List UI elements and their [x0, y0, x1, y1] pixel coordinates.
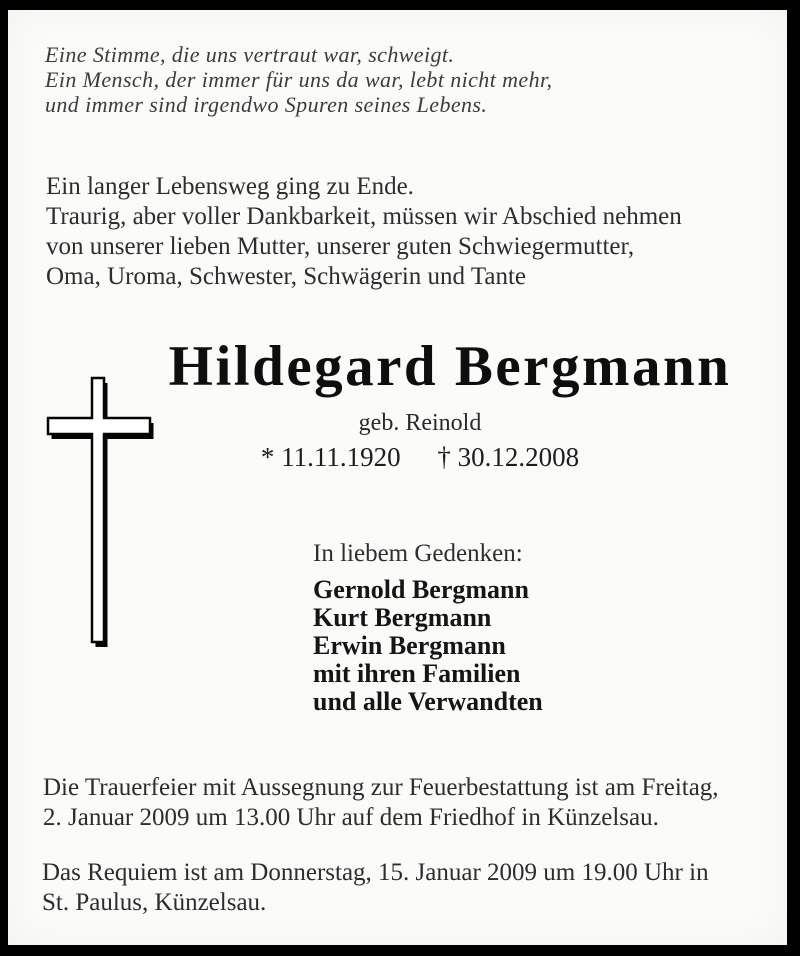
- life-dates: [90, 442, 750, 473]
- mourner-name: Gernold Bergmann: [313, 575, 529, 604]
- funeral-details: [43, 773, 719, 833]
- mourner-name: mit ihren Familien: [313, 659, 521, 688]
- requiem-detail-line: Das Requiem ist am Donnerstag, 15. Januar 2009 um 19.00 Uhr in: [42, 859, 709, 886]
- epigraph-line: und immer sind irgendwo Spuren seines Lebens.: [45, 92, 488, 117]
- requiem-details: [42, 858, 709, 918]
- epigraph: [45, 42, 552, 117]
- death-date: † 30.12.2008: [437, 442, 580, 472]
- mourner-name: Kurt Bergmann: [313, 603, 492, 632]
- epigraph-line: Eine Stimme, die uns vertraut war, schweigt.: [45, 42, 455, 67]
- intro-paragraph: [46, 172, 682, 292]
- memorial-block: [313, 540, 543, 716]
- mourner-name: Erwin Bergmann: [313, 631, 506, 660]
- requiem-detail-line: St. Paulus, Künzelsau.: [42, 889, 267, 916]
- intro-line: von unserer lieben Mutter, unserer guten Schwiegermutter,: [46, 233, 635, 260]
- memorial-heading: In liebem Gedenken:: [313, 540, 523, 567]
- funeral-detail-line: 2. Januar 2009 um 13.00 Uhr auf dem Friedhof in Künzelsau.: [43, 804, 659, 831]
- birth-date: * 11.11.1920: [260, 442, 401, 472]
- epigraph-line: Ein Mensch, der immer für uns da war, lebt nicht mehr,: [45, 67, 553, 92]
- intro-line: Ein langer Lebensweg ging zu Ende.: [46, 173, 414, 200]
- intro-line: Traurig, aber voller Dankbarkeit, müssen wir Abschied nehmen: [46, 203, 682, 230]
- intro-line: Oma, Uroma, Schwester, Schwägerin und Tante: [46, 263, 526, 290]
- maiden-name: geb. Reinold: [358, 410, 482, 436]
- deceased-name: Hildegard Bergmann: [168, 335, 732, 398]
- funeral-detail-line: Die Trauerfeier mit Aussegnung zur Feuerbestattung ist am Freitag,: [43, 774, 719, 801]
- mourner-name: und alle Verwandten: [313, 687, 543, 716]
